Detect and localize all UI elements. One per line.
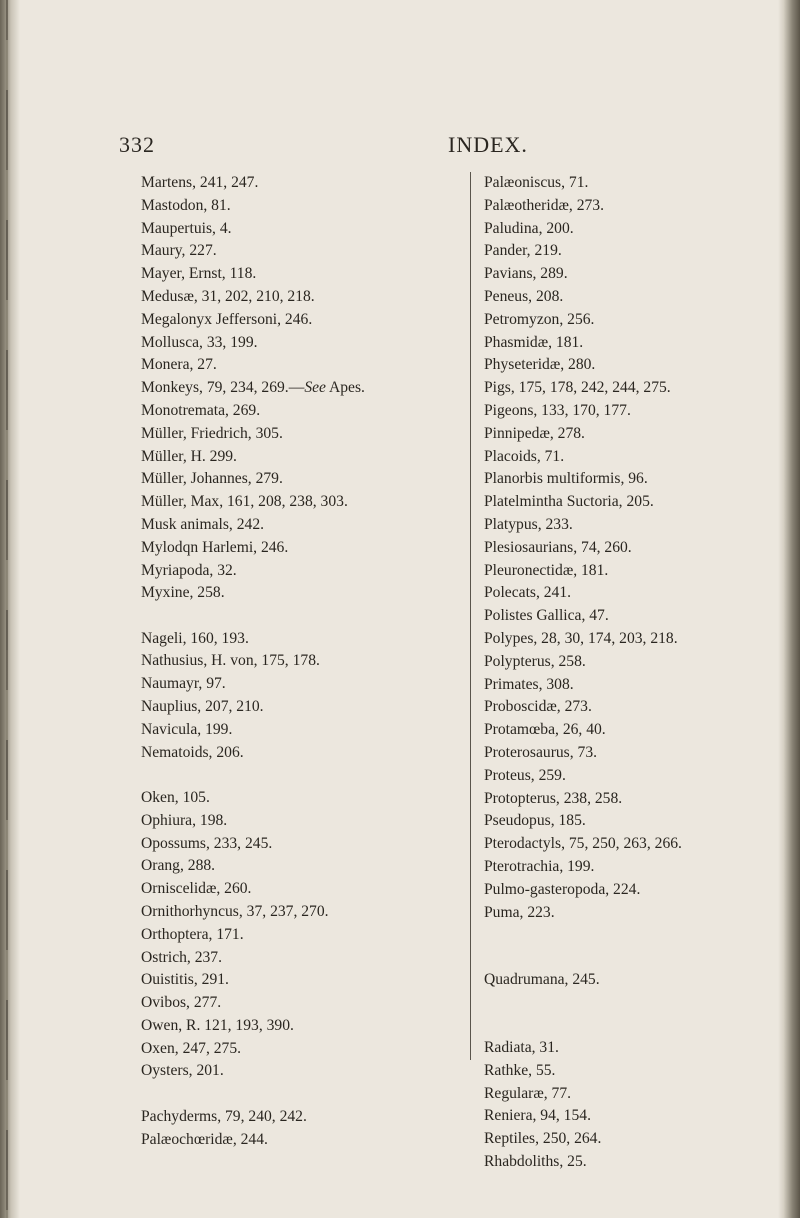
index-entry-text: Oxen, 247, 275. bbox=[141, 1039, 242, 1057]
index-entry bbox=[141, 1015, 471, 1038]
letter-group-gap bbox=[484, 947, 774, 970]
page-number: 332 bbox=[119, 132, 155, 157]
index-entry bbox=[484, 446, 774, 469]
index-entry bbox=[141, 423, 471, 446]
index-entry bbox=[484, 195, 774, 218]
index-entry-text: Proteus, 259. bbox=[484, 766, 566, 784]
index-entry-text: Polypterus, 258. bbox=[484, 652, 586, 670]
index-entry bbox=[141, 491, 471, 514]
index-entry bbox=[141, 810, 471, 833]
cross-reference-target: Apes. bbox=[325, 379, 365, 397]
index-entry bbox=[484, 537, 774, 560]
index-entry bbox=[141, 855, 471, 878]
letter-group-gap bbox=[484, 924, 774, 947]
index-entry bbox=[141, 537, 471, 560]
index-entry-text: Ouistitis, 291. bbox=[141, 971, 229, 989]
page-header bbox=[0, 132, 800, 172]
index-entry bbox=[484, 172, 774, 195]
index-entry bbox=[141, 650, 471, 673]
index-entry bbox=[484, 651, 774, 674]
index-entry-text: Planorbis multiformis, 96. bbox=[484, 470, 648, 488]
index-entry-text: Pterodactyls, 75, 250, 263, 266. bbox=[484, 835, 682, 853]
index-entry-text: Peneus, 208. bbox=[484, 287, 564, 305]
index-entry-text: Pinnipedæ, 278. bbox=[484, 424, 585, 442]
index-entry bbox=[484, 788, 774, 811]
index-entry bbox=[484, 263, 774, 286]
index-entry bbox=[484, 1151, 774, 1174]
index-entry-text: Palæoniscus, 71. bbox=[484, 174, 589, 191]
index-entry-text: Protopterus, 238, 258. bbox=[484, 789, 623, 807]
index-entry-text: Puma, 223. bbox=[484, 903, 555, 921]
index-entry bbox=[141, 286, 471, 309]
index-entry bbox=[484, 332, 774, 355]
index-entry-text: Ostrich, 237. bbox=[141, 948, 222, 966]
index-entry bbox=[141, 969, 471, 992]
index-entry-text: Myriapoda, 32. bbox=[141, 561, 237, 579]
index-entry-text: Monkeys, 79, 234, 269.— bbox=[141, 379, 305, 397]
index-entry bbox=[141, 514, 471, 537]
index-entry-text: Proboscidæ, 273. bbox=[484, 698, 592, 716]
index-entry-text: Navicula, 199. bbox=[141, 720, 233, 738]
letter-group-gap bbox=[484, 992, 774, 1015]
index-entry bbox=[141, 833, 471, 856]
index-entry-text: Oysters, 201. bbox=[141, 1062, 224, 1080]
index-entry-text: Protamœba, 26, 40. bbox=[484, 721, 606, 739]
index-entry-text: Myxine, 258. bbox=[141, 584, 225, 602]
index-entry-text: Orang, 288. bbox=[141, 857, 216, 875]
index-entry bbox=[141, 332, 471, 355]
index-entry bbox=[141, 719, 471, 742]
index-entry-text: Primates, 308. bbox=[484, 675, 574, 693]
cross-reference-see: See bbox=[304, 379, 326, 397]
index-entry-text: Paludina, 200. bbox=[484, 219, 574, 237]
index-entry bbox=[484, 286, 774, 309]
letter-group-gap bbox=[141, 1083, 471, 1106]
index-entry bbox=[141, 924, 471, 947]
index-entry bbox=[484, 969, 774, 992]
index-entry-text: Pterotrachia, 199. bbox=[484, 857, 595, 875]
index-entry bbox=[484, 742, 774, 765]
index-entry bbox=[141, 1106, 471, 1129]
index-entry-text: Placoids, 71. bbox=[484, 447, 565, 465]
index-entry bbox=[484, 810, 774, 833]
index-entry bbox=[141, 240, 471, 263]
index-entry bbox=[484, 719, 774, 742]
right-page-edge bbox=[778, 0, 800, 1218]
index-entry-text: Reniera, 94, 154. bbox=[484, 1107, 591, 1125]
index-entry-text: Polistes Gallica, 47. bbox=[484, 607, 609, 625]
index-entry bbox=[141, 195, 471, 218]
index-entry-text: Medusæ, 31, 202, 210, 218. bbox=[141, 287, 315, 305]
index-entry-text: Quadrumana, 245. bbox=[484, 971, 600, 989]
index-entry bbox=[141, 377, 471, 400]
index-entry bbox=[141, 901, 471, 924]
index-entry bbox=[484, 377, 774, 400]
index-entry-text: Owen, R. 121, 193, 390. bbox=[141, 1016, 294, 1034]
index-entry bbox=[484, 400, 774, 423]
index-entry-text: Nematoids, 206. bbox=[141, 743, 244, 761]
index-entry bbox=[141, 582, 471, 605]
column-divider bbox=[470, 172, 471, 1060]
index-entry-text: Maury, 227. bbox=[141, 242, 217, 260]
index-entry-text: Musk animals, 242. bbox=[141, 515, 265, 533]
index-entry-text: Proterosaurus, 73. bbox=[484, 743, 598, 761]
index-entry-text: Polecats, 241. bbox=[484, 584, 572, 602]
index-entry bbox=[484, 218, 774, 241]
index-entry-text: Opossums, 233, 245. bbox=[141, 834, 273, 852]
index-entry bbox=[484, 309, 774, 332]
index-column-left bbox=[141, 172, 471, 1151]
index-entry bbox=[141, 1129, 471, 1152]
index-entry-text: Monotremata, 269. bbox=[141, 401, 261, 419]
index-entry-text: Mollusca, 33, 199. bbox=[141, 333, 258, 351]
index-entry-text: Ornithorhyncus, 37, 237, 270. bbox=[141, 902, 329, 920]
index-entry bbox=[484, 1060, 774, 1083]
index-entry bbox=[141, 787, 471, 810]
index-entry-text: Platypus, 233. bbox=[484, 515, 573, 533]
index-entry-text: Palæotheridæ, 273. bbox=[484, 196, 604, 214]
index-entry bbox=[484, 1128, 774, 1151]
index-entry-text: Martens, 241, 247. bbox=[141, 174, 259, 191]
index-entry-text: Naumayr, 97. bbox=[141, 675, 226, 693]
index-entry bbox=[484, 1083, 774, 1106]
left-page-edge bbox=[0, 0, 20, 1218]
index-entry bbox=[484, 582, 774, 605]
index-entry bbox=[484, 696, 774, 719]
index-entry bbox=[141, 468, 471, 491]
index-entry bbox=[141, 218, 471, 241]
index-entry-text: Pander, 219. bbox=[484, 242, 562, 260]
index-entry-text: Orthoptera, 171. bbox=[141, 925, 244, 943]
index-entry bbox=[141, 1038, 471, 1061]
index-entry-text: Rathke, 55. bbox=[484, 1061, 556, 1079]
index-entry bbox=[484, 1037, 774, 1060]
index-entry bbox=[484, 491, 774, 514]
index-entry-text: Radiata, 31. bbox=[484, 1039, 559, 1057]
index-entry bbox=[484, 514, 774, 537]
index-entry-text: Phasmidæ, 181. bbox=[484, 333, 584, 351]
index-entry-text: Monera, 27. bbox=[141, 356, 217, 374]
index-entry bbox=[141, 673, 471, 696]
index-entry bbox=[141, 446, 471, 469]
letter-group-gap bbox=[141, 605, 471, 628]
index-entry-text: Pulmo-gasteropoda, 224. bbox=[484, 880, 641, 898]
index-entry bbox=[484, 605, 774, 628]
index-entry-text: Müller, Johannes, 279. bbox=[141, 470, 283, 488]
index-entry bbox=[484, 765, 774, 788]
index-entry-text: Mylodqn Harlemi, 246. bbox=[141, 538, 289, 556]
index-entry-text: Nathusius, H. von, 175, 178. bbox=[141, 652, 320, 670]
index-entry-text: Pleuronectidæ, 181. bbox=[484, 561, 609, 579]
index-entry bbox=[141, 354, 471, 377]
index-entry bbox=[484, 902, 774, 925]
letter-group-gap bbox=[141, 764, 471, 787]
index-entry bbox=[484, 879, 774, 902]
index-entry-text: Pavians, 289. bbox=[484, 265, 568, 283]
index-entry bbox=[141, 947, 471, 970]
index-entry bbox=[141, 628, 471, 651]
index-entry bbox=[141, 742, 471, 765]
index-column-right bbox=[484, 172, 774, 1174]
index-entry bbox=[484, 560, 774, 583]
index-entry-text: Mayer, Ernst, 118. bbox=[141, 265, 257, 283]
index-entry-text: Rhabdoliths, 25. bbox=[484, 1153, 587, 1171]
index-entry-text: Ovibos, 277. bbox=[141, 994, 222, 1012]
index-entry-text: Müller, Friedrich, 305. bbox=[141, 424, 283, 442]
index-entry bbox=[141, 878, 471, 901]
index-entry bbox=[484, 240, 774, 263]
index-entry-text: Müller, H. 299. bbox=[141, 447, 237, 465]
index-entry-text: Reptiles, 250, 264. bbox=[484, 1130, 602, 1148]
index-entry bbox=[484, 354, 774, 377]
index-entry-text: Pigs, 175, 178, 242, 244, 275. bbox=[484, 379, 671, 397]
index-entry bbox=[141, 263, 471, 286]
letter-group-gap bbox=[484, 1015, 774, 1038]
index-entry bbox=[141, 992, 471, 1015]
index-entry-text: Pigeons, 133, 170, 177. bbox=[484, 401, 631, 419]
index-entry-text: Plesiosaurians, 74, 260. bbox=[484, 538, 632, 556]
index-entry bbox=[484, 468, 774, 491]
index-entry bbox=[484, 856, 774, 879]
index-entry-text: Pseudopus, 185. bbox=[484, 812, 586, 830]
index-entry-text: Petromyzon, 256. bbox=[484, 310, 595, 328]
index-entry bbox=[141, 172, 471, 195]
index-entry-text: Nageli, 160, 193. bbox=[141, 629, 249, 647]
index-entry bbox=[484, 423, 774, 446]
index-entry-text: Polypes, 28, 30, 174, 203, 218. bbox=[484, 629, 678, 647]
index-entry-text: Orniscelidæ, 260. bbox=[141, 880, 252, 898]
running-head: INDEX. bbox=[448, 132, 528, 157]
index-entry bbox=[141, 696, 471, 719]
index-entry bbox=[484, 1105, 774, 1128]
index-entry bbox=[484, 833, 774, 856]
index-entry-text: Maupertuis, 4. bbox=[141, 219, 232, 237]
index-entry bbox=[141, 309, 471, 332]
index-entry-text: Nauplius, 207, 210. bbox=[141, 698, 264, 716]
index-entry-text: Oken, 105. bbox=[141, 788, 210, 806]
index-entry-text: Palæochœridæ, 244. bbox=[141, 1130, 268, 1148]
index-entry-text: Platelmintha Suctoria, 205. bbox=[484, 493, 654, 511]
index-entry-text: Pachyderms, 79, 240, 242. bbox=[141, 1107, 307, 1125]
index-entry-text: Müller, Max, 161, 208, 238, 303. bbox=[141, 493, 348, 511]
index-entry-text: Megalonyx Jeffersoni, 246. bbox=[141, 310, 313, 328]
index-entry bbox=[484, 628, 774, 651]
index-entry bbox=[141, 400, 471, 423]
index-entry-text: Physeteridæ, 280. bbox=[484, 356, 596, 374]
index-entry-text: Mastodon, 81. bbox=[141, 196, 231, 214]
index-entry bbox=[141, 1060, 471, 1083]
index-entry bbox=[484, 674, 774, 697]
index-entry-text: Ophiura, 198. bbox=[141, 811, 228, 829]
index-entry bbox=[141, 560, 471, 583]
index-entry-text: Regularæ, 77. bbox=[484, 1084, 572, 1102]
